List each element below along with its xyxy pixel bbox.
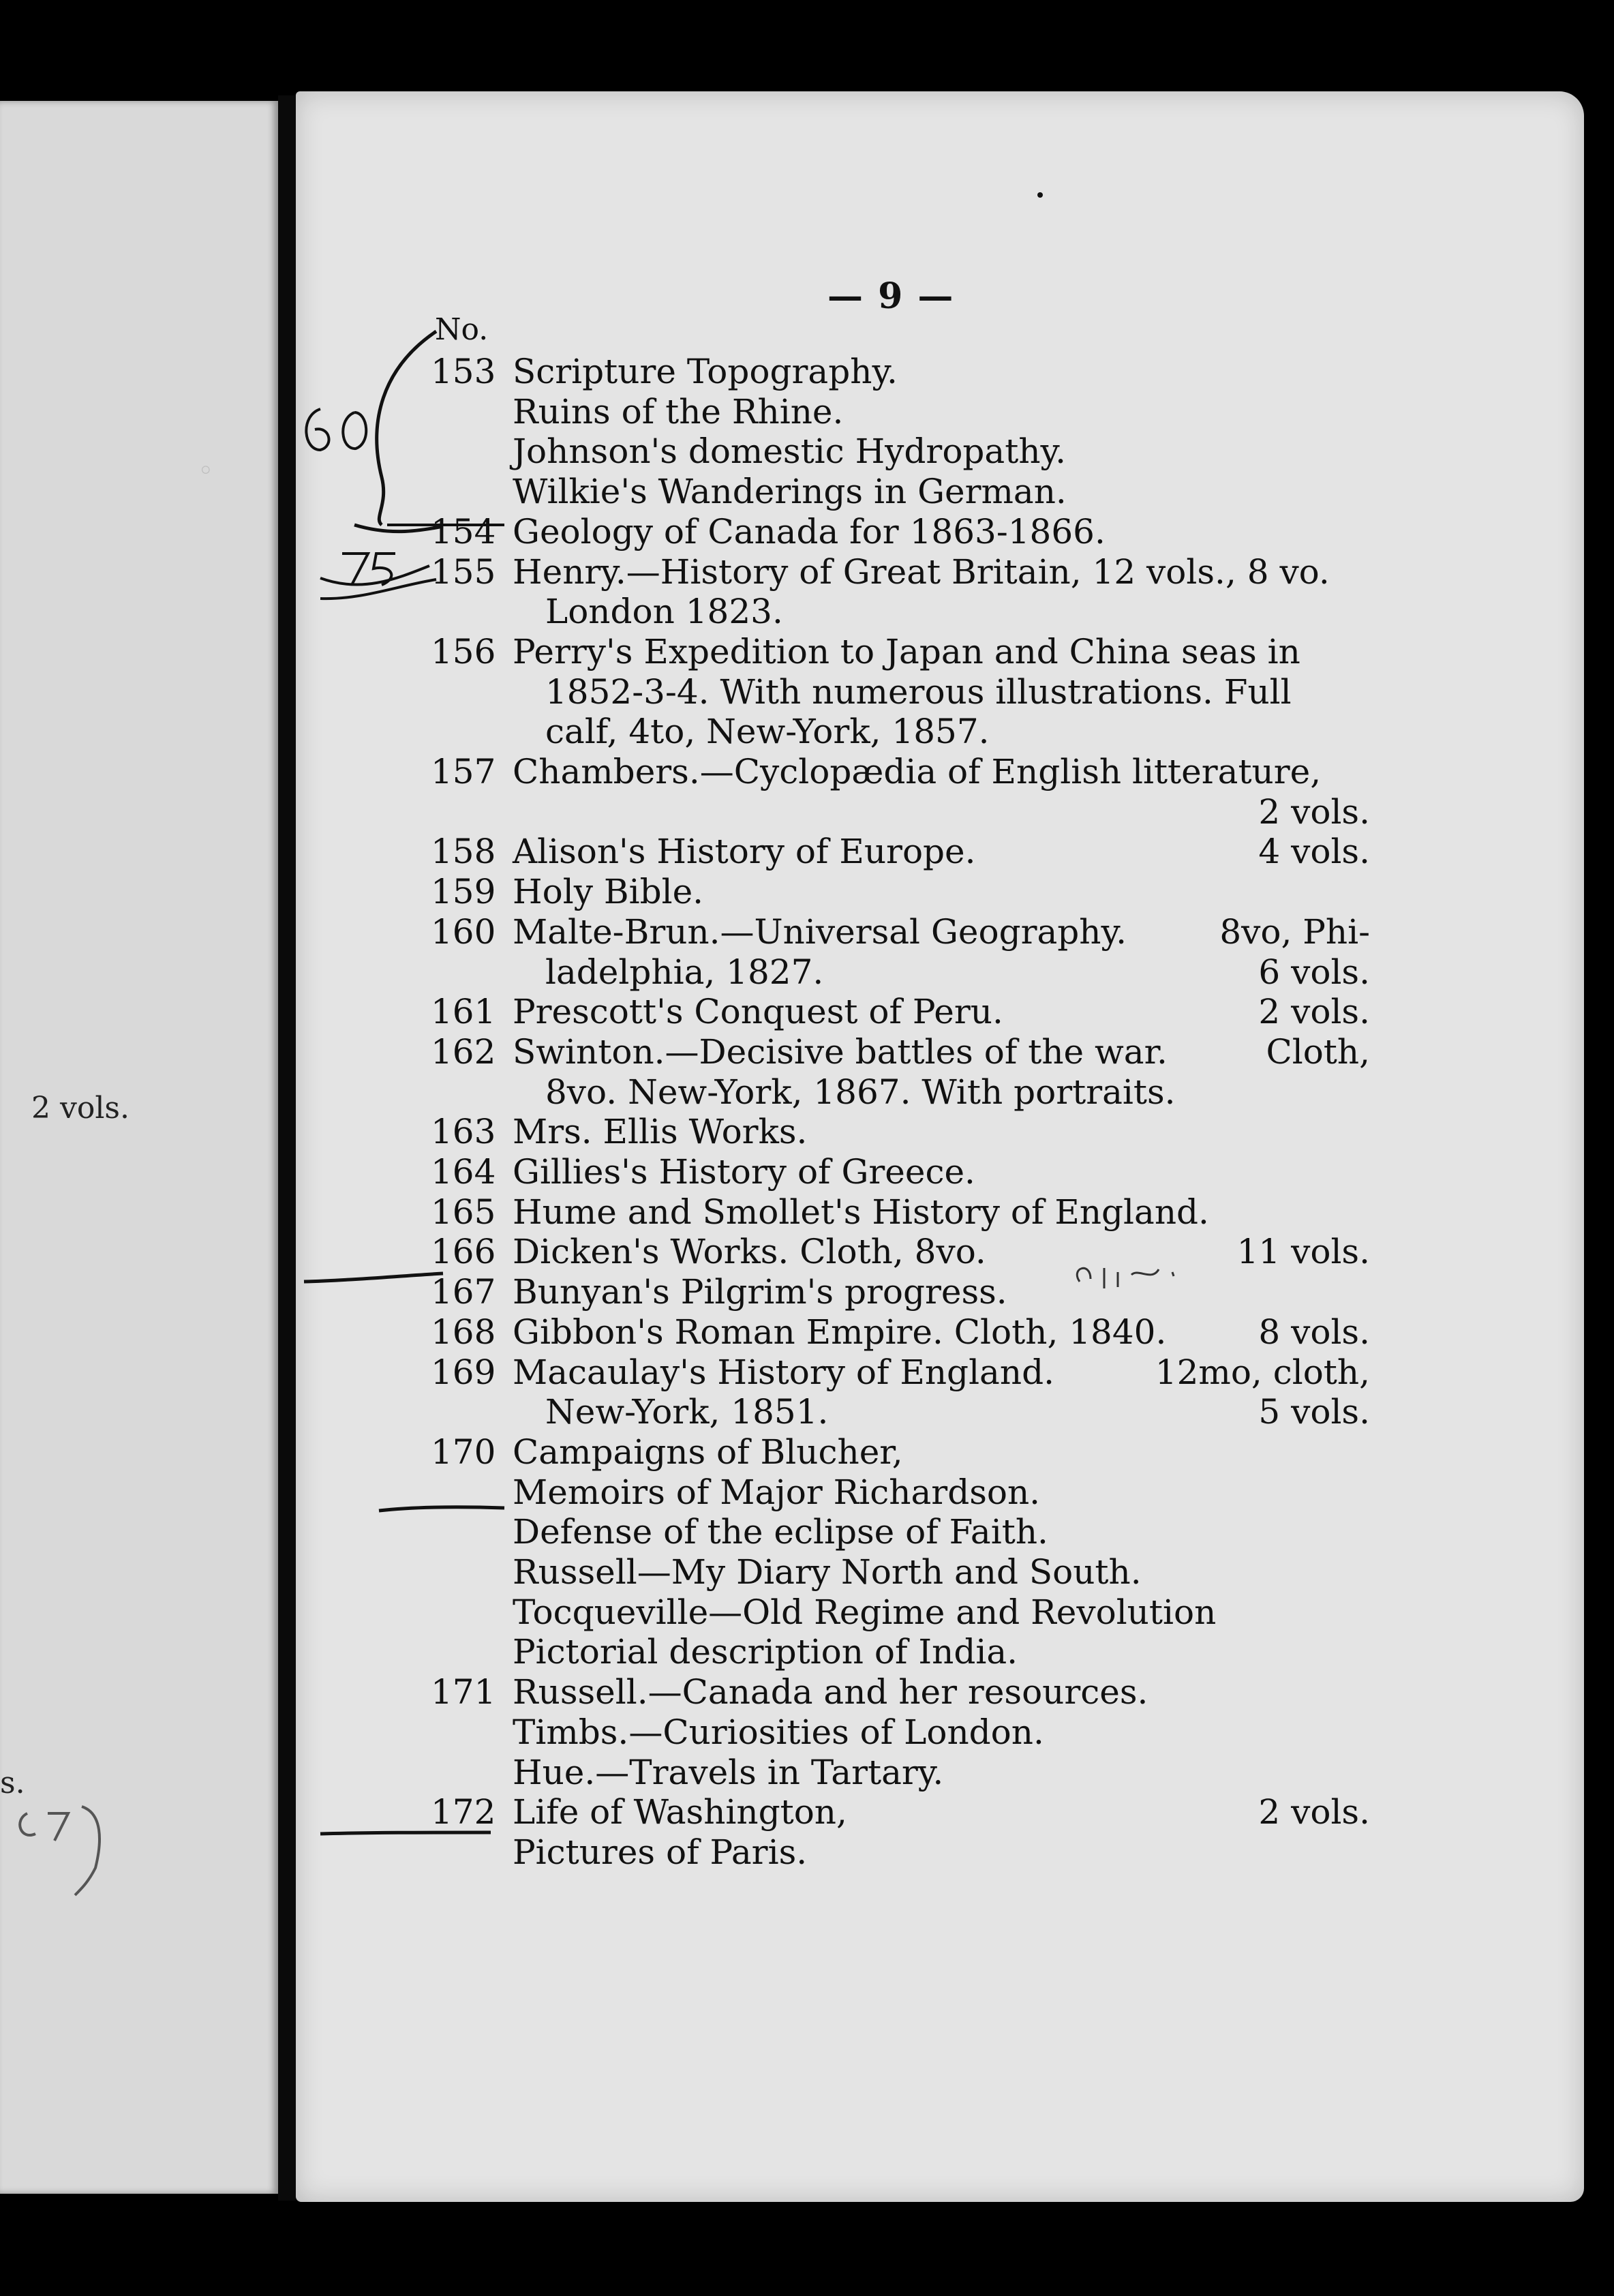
entry-text: Russell—My Diary North and South. [513, 1552, 1142, 1592]
entry-text: Pictures of Paris. [513, 1832, 808, 1872]
entry-volumes: 12mo, cloth, [1155, 1353, 1370, 1392]
left-page-fragment: s. [0, 1766, 25, 1800]
book-gutter [278, 95, 296, 2201]
entry-number: 170 [431, 1432, 496, 1472]
entry-text: Defense of the eclipse of Faith. [513, 1512, 1048, 1552]
entry-number: 161 [431, 992, 496, 1031]
entry-number: 154 [431, 512, 496, 552]
entry-number: 158 [431, 832, 496, 871]
entry-text: Russell.—Canada and her resources. [513, 1672, 1148, 1712]
entry-number: 163 [431, 1112, 496, 1151]
entry-text: Life of Washington, [513, 1792, 847, 1832]
column-header-no: No. [435, 312, 489, 347]
entry-volumes: 5 vols. [1258, 1392, 1370, 1432]
page-number: — 9 — [827, 275, 955, 317]
entry-number: 160 [431, 912, 496, 952]
entry-text: Campaigns of Blucher, [513, 1432, 903, 1472]
entry-number: 165 [431, 1192, 496, 1232]
entry-text: Chambers.—Cyclopædia of English litterature, [513, 752, 1322, 791]
entry-number: 153 [431, 352, 496, 391]
entry-text: Henry.—History of Great Britain, 12 vols., 8 vo. [513, 552, 1330, 592]
entry-text: calf, 4to, New-York, 1857. [545, 712, 990, 751]
entry-text: Timbs.—Curiosities of London. [513, 1712, 1044, 1752]
entry-text: New-York, 1851. [545, 1392, 829, 1432]
entry-text: Alison's History of Europe. [513, 832, 976, 871]
entry-text: 1852-3-4. With numerous illustrations. Full [545, 672, 1292, 712]
entry-number: 168 [431, 1312, 496, 1352]
entry-number: 166 [431, 1232, 496, 1271]
entry-text: Gillies's History of Greece. [513, 1152, 975, 1192]
entry-text: Hume and Smollet's History of England. [513, 1192, 1209, 1232]
entry-number: 169 [431, 1353, 496, 1392]
left-page-vols-note: 2 vols. [31, 1091, 130, 1126]
margin-note [299, 397, 337, 427]
entry-number: 157 [431, 752, 496, 791]
entry-text: Prescott's Conquest of Peru. [513, 992, 1003, 1031]
entry-text: Johnson's domestic Hydropathy. [513, 432, 1067, 471]
entry-number: 159 [431, 872, 496, 911]
entry-text: Pictorial description of India. [513, 1632, 1018, 1672]
entry-text: Bunyan's Pilgrim's progress. [513, 1272, 1007, 1312]
entry-number: 156 [431, 632, 496, 671]
entry-number: 172 [431, 1792, 496, 1832]
entry-text: Ruins of the Rhine. [513, 392, 844, 432]
entry-volumes: 2 vols. [1258, 1792, 1370, 1832]
entry-text: Gibbon's Roman Empire. Cloth, 1840. [513, 1312, 1167, 1352]
entry-text: Hue.—Travels in Tartary. [513, 1753, 944, 1792]
margin-note [333, 545, 371, 575]
entry-text: ladelphia, 1827. [545, 952, 824, 992]
entry-volumes: 2 vols. [1258, 992, 1370, 1031]
bleed-through-text: ◦ [198, 455, 214, 487]
entry-volumes: 4 vols. [1258, 832, 1370, 871]
entry-text: Wilkie's Wanderings in German. [513, 472, 1067, 511]
entry-text: Mrs. Ellis Works. [513, 1112, 808, 1151]
entry-text: Holy Bible. [513, 872, 704, 911]
entry-volumes: 11 vols. [1236, 1232, 1370, 1271]
entry-text: Malte-Brun.—Universal Geography. [513, 912, 1127, 952]
entry-number: 164 [431, 1152, 496, 1192]
entry-text: Macaulay's History of England. [513, 1353, 1054, 1392]
entry-text: Geology of Canada for 1863-1866. [513, 512, 1106, 552]
entry-volumes: 8vo, Phi- [1219, 912, 1370, 952]
entry-volumes: 8 vols. [1258, 1312, 1370, 1352]
entry-volumes: Cloth, [1266, 1032, 1370, 1072]
entry-text: Perry's Expedition to Japan and China seas in [513, 632, 1300, 671]
entry-text: Tocqueville—Old Regime and Revolution [513, 1592, 1217, 1632]
entry-text: Dicken's Works. Cloth, 8vo. [513, 1232, 986, 1271]
entry-number: 171 [431, 1672, 496, 1712]
entry-text: Swinton.—Decisive battles of the war. [513, 1032, 1168, 1072]
left-facing-page [0, 101, 278, 2194]
left-page-handwritten-number [14, 1807, 71, 1837]
entry-number: 155 [431, 552, 496, 592]
entry-volumes: 2 vols. [1258, 792, 1370, 832]
entry-text: 8vo. New-York, 1867. With portraits. [545, 1072, 1176, 1112]
entry-number: 167 [431, 1272, 496, 1312]
ink-speck [1037, 192, 1043, 198]
entry-number: 162 [431, 1032, 496, 1072]
entry-text: Scripture Topography. [513, 352, 898, 391]
entry-text: Memoirs of Major Richardson. [513, 1472, 1041, 1512]
entry-text: London 1823. [545, 592, 783, 631]
entry-volumes: 6 vols. [1258, 952, 1370, 992]
